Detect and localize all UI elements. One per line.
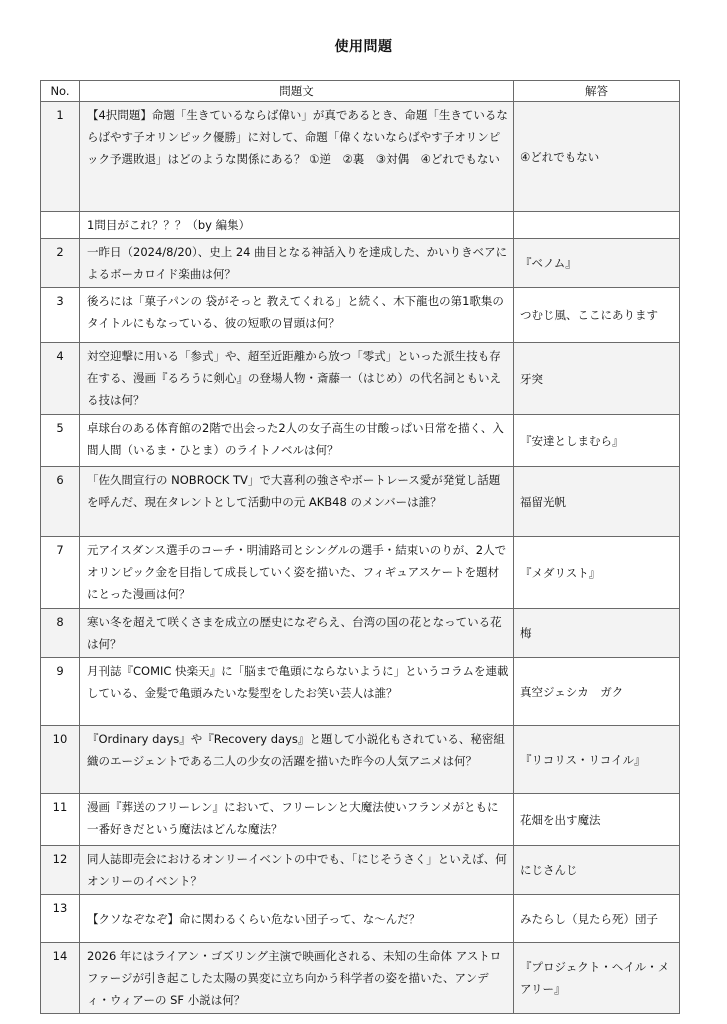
row-answer: 『プロジェクト・ヘイル・メアリー』 xyxy=(514,943,680,1014)
table-row xyxy=(41,895,680,943)
row-answer: 牙突 xyxy=(514,343,680,415)
row-question: 【クソなぞなぞ】命に関わるくらい危ない団子って、な～んだ？ xyxy=(80,895,514,943)
row-question: 2026 年にはライアン・ゴズリング主演で映画化される、未知の生命体 アストロファージが引き起こした太陽の異変に立ち向かう科学者の姿を描いた、アンディ・ウィアーの SF 小説は何？ xyxy=(80,943,514,1014)
row-question: 【4択問題】命題「生きているならば偉い」が真であるとき、命題「生きているならばやす子オリンピック優勝」に対して、命題「偉くないならばやす子オリンピック予選敗退」はどのような関係にある？ ①逆 ②裏 ③対偶 ④どれでもない xyxy=(80,102,514,212)
row-number: 2 xyxy=(41,239,80,288)
row-number: 5 xyxy=(41,415,80,467)
row-answer: みたらし（見たら死）団子 xyxy=(514,895,680,943)
row-answer xyxy=(514,212,680,239)
row-number: 7 xyxy=(41,537,80,609)
table-row xyxy=(41,467,680,537)
table-header-row xyxy=(41,81,680,102)
row-answer: つむじ風、ここにあります xyxy=(514,288,680,343)
row-question: 『Ordinary days』や『Recovery days』と題して小説化もされている、秘密組織のエージェントである二人の少女の活躍を描いた昨今の人気アニメは何？ xyxy=(80,726,514,794)
table-row xyxy=(41,609,680,658)
row-question: 一昨日（2024/8/20）、史上 24 曲目となる神話入りを達成した、かいりきベアによるボーカロイド楽曲は何？ xyxy=(80,239,514,288)
row-question: 同人誌即売会におけるオンリーイベントの中でも、「にじそうさく」といえば、何オンリーのイベント？ xyxy=(80,846,514,895)
table-row xyxy=(41,343,680,415)
table-row xyxy=(41,726,680,794)
row-number: 9 xyxy=(41,658,80,726)
table-row xyxy=(41,239,680,288)
table-row xyxy=(41,288,680,343)
row-number: 13 xyxy=(41,895,80,943)
row-number xyxy=(41,212,80,239)
row-answer: 『ベノム』 xyxy=(514,239,680,288)
row-number: 8 xyxy=(41,609,80,658)
row-answer: 『リコリス・リコイル』 xyxy=(514,726,680,794)
row-number: 11 xyxy=(41,794,80,846)
table-row xyxy=(41,537,680,609)
row-question: 寒い冬を超えて咲くさまを成立の歴史になぞらえ、台湾の国の花となっている花は何？ xyxy=(80,609,514,658)
row-question: 後ろには「菓子パンの 袋がそっと 教えてくれる」と続く、木下龍也の第1歌集のタイトルにもなっている、彼の短歌の冒頭は何？ xyxy=(80,288,514,343)
row-number: 6 xyxy=(41,467,80,537)
row-answer: 『メダリスト』 xyxy=(514,537,680,609)
row-answer: 真空ジェシカ ガク xyxy=(514,658,680,726)
row-number: 4 xyxy=(41,343,80,415)
row-answer: ④どれでもない xyxy=(514,102,680,212)
row-question: 漫画『葬送のフリーレン』において、フリーレンと大魔法使いフランメがともに一番好きだという魔法はどんな魔法？ xyxy=(80,794,514,846)
row-question: 卓球台のある体育館の2階で出会った2人の女子高生の甘酸っぱい日常を描く、入間人間（いるま・ひとま）のライトノベルは何？ xyxy=(80,415,514,467)
row-number: 10 xyxy=(41,726,80,794)
row-answer: 『安達としまむら』 xyxy=(514,415,680,467)
row-answer: 福留光帆 xyxy=(514,467,680,537)
table-row xyxy=(41,846,680,895)
table-row xyxy=(41,212,680,239)
row-question: 「佐久間宣行の NOBROCK TV」で大喜利の強さやボートレース愛が発覚し話題を呼んだ、現在タレントとして活動中の元 AKB48 のメンバーは誰？ xyxy=(80,467,514,537)
row-question: 対空迎撃に用いる「参式」や、超至近距離から放つ「零式」といった派生技も存在する、漫画『るろうに剣心』の登場人物・斎藤一（はじめ）の代名詞ともいえる技は何？ xyxy=(80,343,514,415)
table-row xyxy=(41,943,680,1014)
header-question: 問題文 xyxy=(80,81,514,102)
row-answer: 花畑を出す魔法 xyxy=(514,794,680,846)
row-number: 12 xyxy=(41,846,80,895)
row-question: 月刊誌『COMIC 快楽天』に「脳まで亀頭にならないように」というコラムを連載している、金髪で亀頭みたいな髪型をしたお笑い芸人は誰？ xyxy=(80,658,514,726)
table-row xyxy=(41,794,680,846)
row-question: 1問目がこれ？？？（by 編集） xyxy=(80,212,514,239)
page-title: 使用問題 xyxy=(334,39,393,55)
row-answer: にじさんじ xyxy=(514,846,680,895)
table-row xyxy=(41,658,680,726)
table-row xyxy=(41,102,680,212)
row-number: 14 xyxy=(41,943,80,1014)
header-no: No. xyxy=(41,81,80,102)
row-question: 元アイスダンス選手のコーチ・明浦路司とシングルの選手・結束いのりが、2人でオリンピック金を目指して成長していく姿を描いた、フィギュアスケートを題材にとった漫画は何？ xyxy=(80,537,514,609)
table-row xyxy=(41,415,680,467)
row-number: 1 xyxy=(41,102,80,212)
header-answer: 解答 xyxy=(514,81,680,102)
row-number: 3 xyxy=(41,288,80,343)
question-table xyxy=(40,80,680,1014)
row-answer: 梅 xyxy=(514,609,680,658)
